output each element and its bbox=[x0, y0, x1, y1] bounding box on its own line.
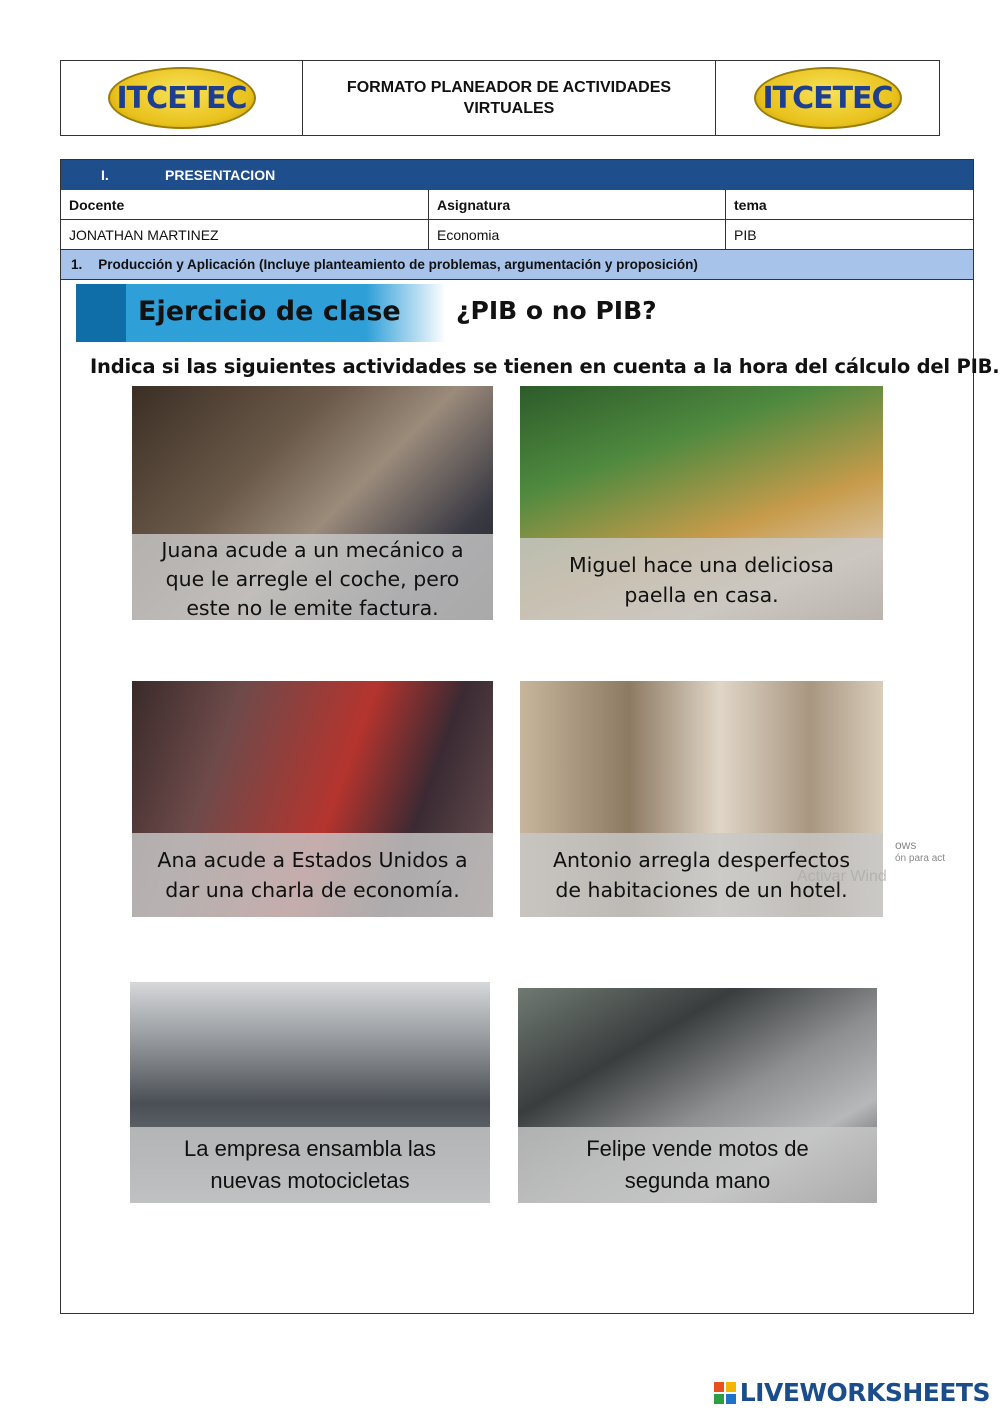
card-caption bbox=[130, 1127, 490, 1203]
activity-card-factory bbox=[130, 982, 490, 1203]
activity-card-mechanic bbox=[132, 386, 493, 620]
caption-line: de habitaciones de un hotel. bbox=[555, 878, 848, 902]
exercise-instruction: Indica si las siguientes actividades se tienen en cuenta a la hora del cálculo del PIB. bbox=[90, 355, 1000, 378]
caption-line: Felipe vende motos de bbox=[586, 1136, 809, 1161]
caption-line: Ana acude a Estados Unidos a bbox=[157, 848, 468, 872]
label-asignatura: Asignatura bbox=[429, 190, 726, 219]
presentation-title: PRESENTACION bbox=[165, 167, 276, 183]
header-logo-cell-left bbox=[61, 61, 303, 135]
activity-card-paella bbox=[520, 386, 883, 620]
value-asignatura: Economia bbox=[429, 220, 726, 249]
itcetec-logo-right bbox=[754, 67, 902, 129]
caption-line: Antonio arregla desperfectos bbox=[552, 848, 851, 872]
watermark-line: ón para act bbox=[895, 853, 946, 864]
header-title-line2: VIRTUALES bbox=[463, 100, 555, 117]
value-docente: JONATHAN MARTINEZ bbox=[61, 220, 429, 249]
header-logo-cell-right bbox=[716, 61, 939, 135]
caption-line: nuevas motocicletas bbox=[210, 1168, 410, 1193]
liveworksheets-brand bbox=[714, 1378, 990, 1407]
section-title: Producción y Aplicación (Incluye planteamiento de problemas, argumentación y proposición) bbox=[98, 257, 698, 272]
caption-line: este no le emite factura. bbox=[186, 596, 439, 620]
caption-line: segunda mano bbox=[624, 1168, 771, 1193]
value-tema: PIB bbox=[734, 226, 757, 243]
card-caption bbox=[518, 1127, 877, 1203]
document-header bbox=[60, 60, 940, 136]
logo-text: ITCETEC bbox=[116, 81, 247, 116]
caption-line: paella en casa. bbox=[624, 583, 779, 607]
exercise-question: ¿PIB o no PIB? bbox=[456, 296, 657, 325]
activity-card-conference bbox=[132, 681, 493, 917]
presentation-row bbox=[61, 160, 973, 190]
label-tema: tema bbox=[734, 196, 767, 213]
itcetec-logo-left bbox=[108, 67, 256, 129]
watermark-line: ows bbox=[895, 838, 917, 852]
presentation-number: I. bbox=[101, 167, 109, 183]
label-docente: Docente bbox=[61, 190, 429, 219]
info-label-row bbox=[61, 190, 973, 220]
liveworksheets-logo-icon bbox=[714, 1382, 736, 1404]
info-value-row bbox=[61, 220, 973, 250]
header-title-cell bbox=[303, 61, 716, 135]
liveworksheets-brand-text: LIVEWORKSHEETS bbox=[739, 1378, 990, 1407]
caption-line: dar una charla de economía. bbox=[165, 878, 460, 902]
caption-line: Juana acude a un mecánico a bbox=[161, 538, 464, 562]
header-title-line1: FORMATO PLANEADOR DE ACTIVIDADES bbox=[346, 79, 672, 96]
section-number: 1. bbox=[71, 257, 83, 272]
caption-line: Miguel hace una deliciosa bbox=[569, 553, 834, 577]
card-caption bbox=[132, 534, 493, 620]
caption-line: La empresa ensambla las bbox=[184, 1136, 436, 1161]
card-caption bbox=[520, 538, 883, 620]
card-caption bbox=[132, 833, 493, 917]
activation-watermark bbox=[895, 838, 945, 866]
activation-watermark-overlay: Activar Wind bbox=[797, 868, 887, 885]
section-row bbox=[61, 250, 973, 280]
exercise-banner-text: Ejercicio de clase bbox=[138, 296, 401, 327]
activity-card-motorcycles bbox=[518, 988, 877, 1203]
logo-text: ITCETEC bbox=[762, 81, 893, 116]
caption-line: que le arregle el coche, pero bbox=[165, 567, 460, 591]
